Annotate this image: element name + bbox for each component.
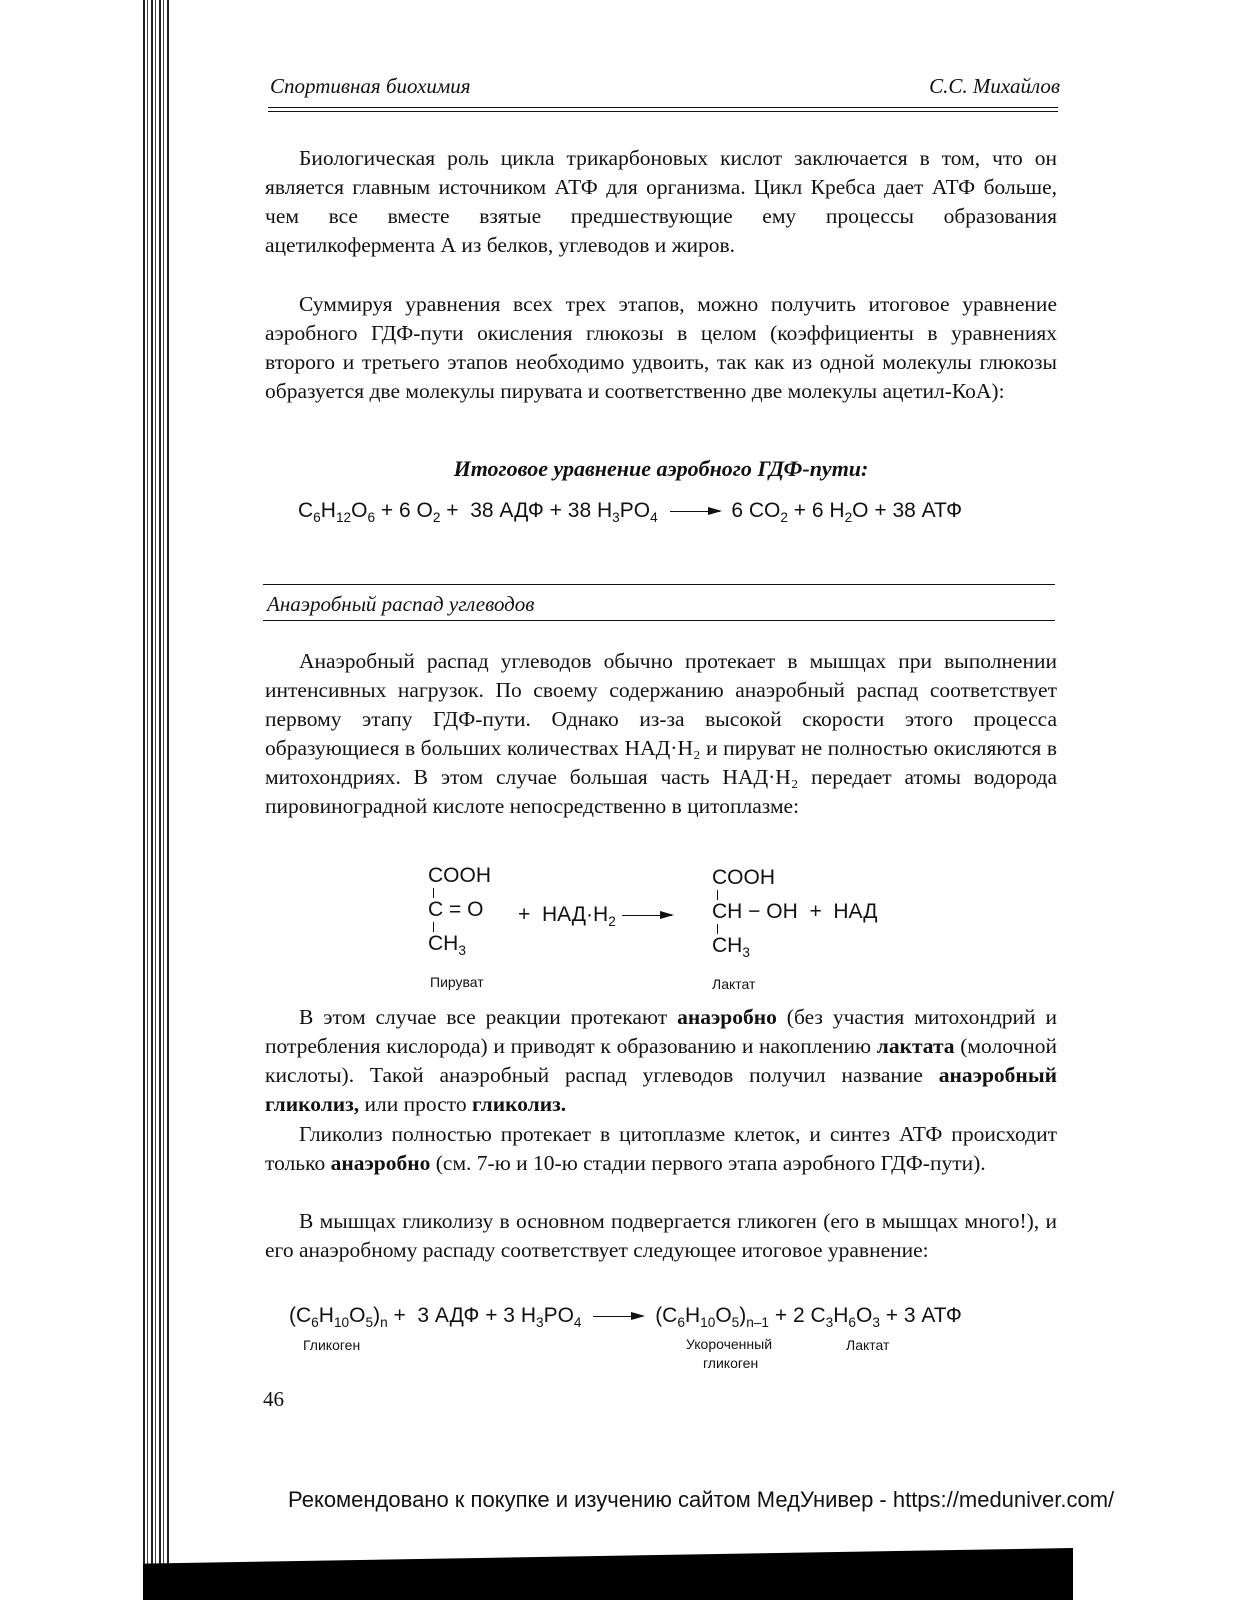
- reaction-middle: + $НАД\cdot Н_2$: [518, 903, 678, 929]
- lactate-structure: COOH CH − OH + НАД $CH_3$: [712, 866, 878, 961]
- section-rule-top: [263, 584, 1055, 585]
- equation-heading: Итоговое уравнение аэробного ГДФ-пути:: [453, 456, 869, 481]
- header-book-title: Спортивная биохимия: [270, 74, 471, 98]
- label-lactate: Лактат: [712, 976, 756, 992]
- section-rule-bottom: [263, 620, 1055, 621]
- label-glycogen: Гликоген: [303, 1337, 361, 1353]
- label-shortened-2: гликоген: [703, 1355, 759, 1371]
- book-binding-edge: [143, 0, 169, 1600]
- paragraph-glycolysis-location: Гликолиз полностью протекает в цитоплазме клеток, и синтез АТФ происходит только анаэробно (см. 7-ю и 10-ю стадии первого этапа аэробного ГДФ-пути).: [265, 1122, 1057, 1175]
- bond: [433, 888, 434, 898]
- paragraph-krebs-role: Биологическая роль цикла трикарбоновых кислот заключается в том, что он является главным источником АТФ для организма. Цикл Кребса дает АТФ больше, чем все вместе взятые предшествующие ему процессы образования ацетилкофермента А из белков, углеводов и жиров.: [265, 146, 1057, 257]
- bond: [433, 922, 434, 932]
- bond: [717, 924, 718, 934]
- label-shortened: Укороченный: [686, 1336, 773, 1352]
- running-header: [270, 74, 1060, 104]
- paragraph-anaerobic: Анаэробный распад углеводов обычно протекает в мышцах при выполнении интенсивных нагрузок. По своему содержанию анаэробный распад соответствует первому этапу ГДФ-пути. Однако из-за высокой скорости этого процесса образующиеся в больших количествах НАД·Н₂ и пируват не полностью окисляются в митохондриях. В этом случае большая часть НАД·Н₂ передает атомы водорода пировиноградной кислоте непосредственно в цитоплазме:: [265, 649, 1057, 818]
- paragraph-summary: Суммируя уравнения всех трех этапов, можно получить итоговое уравнение аэробного ГДФ-пути окисления глюкозы в целом (коэффициенты в уравнениях второго и третьего этапов необходимо удвоить, так как из одной молекулы глюкозы образуется две молекулы пирувата и соответственно две молекулы ацетил-КоА):: [265, 292, 1057, 403]
- pyruvate-structure: COOH C = O $CH_3$: [428, 864, 491, 959]
- label-lactate-2: Лактат: [846, 1337, 890, 1353]
- header-author: С.С. Михайлов: [929, 74, 1060, 98]
- footer-recommendation: Рекомендовано к покупке и изучению сайтом МедУнивер - https://meduniver.com/: [288, 1487, 1115, 1512]
- header-rule: [268, 107, 1058, 108]
- bond: [717, 890, 718, 900]
- glycogen-equation: $(C_6H_{10}O_5)_n + 3$ АДФ + 3 $H_3PO_4$ $(C_6H_{10}O_5)_{n-1} + 2$ $C_3H_6O_3 + 3$ АТФ: [289, 1304, 962, 1331]
- aerobic-equation: $C_6H_{12}O_6 + 6$ $O_2 + 38$ АДФ + 38 $H_3PO_4$ 6 $CO_2 + 6$ $H_2O + 38$ АТФ: [298, 499, 963, 526]
- paragraph-glycogen: В мышцах гликолизу в основном подвергается гликоген (его в мышцах много!), и его анаэробному распаду соответствует следующее итоговое уравнение:: [265, 1209, 1057, 1262]
- page-number: 46: [263, 1387, 284, 1411]
- header-rule-2: [268, 111, 1058, 112]
- paragraph-glycolysis: В этом случае все реакции протекают анаэробно (без участия митохондрий и потребления кислорода) и приводят к образованию и накоплению лактата (молочной кислоты). Такой анаэробный распад углеводов получил название анаэробный гликолиз, или просто гликолиз.: [265, 1005, 1057, 1116]
- label-pyruvate: Пируват: [430, 974, 484, 990]
- scan-shadow-bar: [143, 1548, 1073, 1600]
- section-title: Анаэробный распад углеводов: [267, 592, 535, 616]
